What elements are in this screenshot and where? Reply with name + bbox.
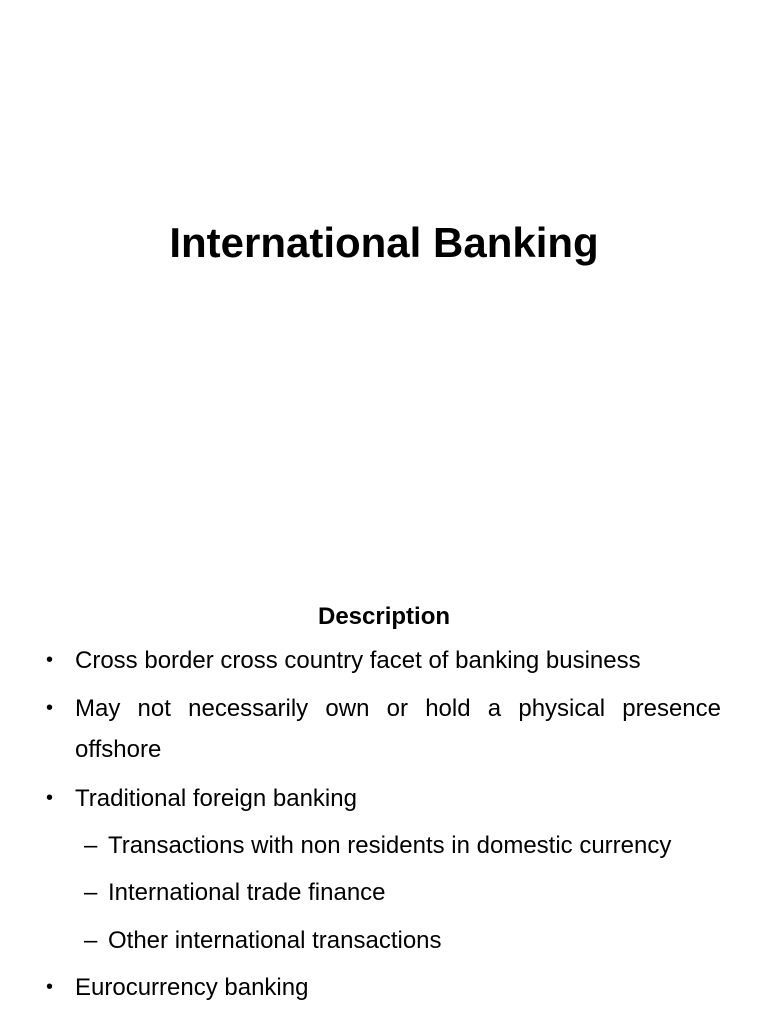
bullet-icon: • xyxy=(46,787,54,809)
sub-bullet-item xyxy=(0,920,768,961)
sub-bullet-item xyxy=(0,825,768,866)
bullet-item xyxy=(0,778,768,819)
bullet-item xyxy=(0,967,768,1008)
sub-bullet-item xyxy=(0,872,768,913)
bullet-text-line1: May not necessarily own or hold a physical presence xyxy=(75,695,721,722)
bullet-text: Cross border cross country facet of banking business xyxy=(75,647,641,674)
dash-icon: – xyxy=(84,927,98,954)
bullet-item xyxy=(0,640,768,681)
bullet-icon: • xyxy=(46,649,54,671)
bullet-text-line2: offshore xyxy=(75,736,162,763)
dash-icon: – xyxy=(84,879,98,906)
section-heading: Description xyxy=(317,603,451,630)
dash-icon: – xyxy=(84,832,98,859)
bullet-item xyxy=(0,688,768,770)
bullet-text: Traditional foreign banking xyxy=(75,785,357,812)
slide-title: International Banking xyxy=(169,219,599,266)
bullet-text: Eurocurrency banking xyxy=(75,974,309,1001)
sub-bullet-text: International trade finance xyxy=(108,879,386,906)
sub-bullet-text: Transactions with non residents in domestic currency xyxy=(108,832,672,859)
bullet-icon: • xyxy=(46,976,54,998)
sub-bullet-text: Other international transactions xyxy=(108,927,442,954)
bullet-icon: • xyxy=(46,697,54,719)
